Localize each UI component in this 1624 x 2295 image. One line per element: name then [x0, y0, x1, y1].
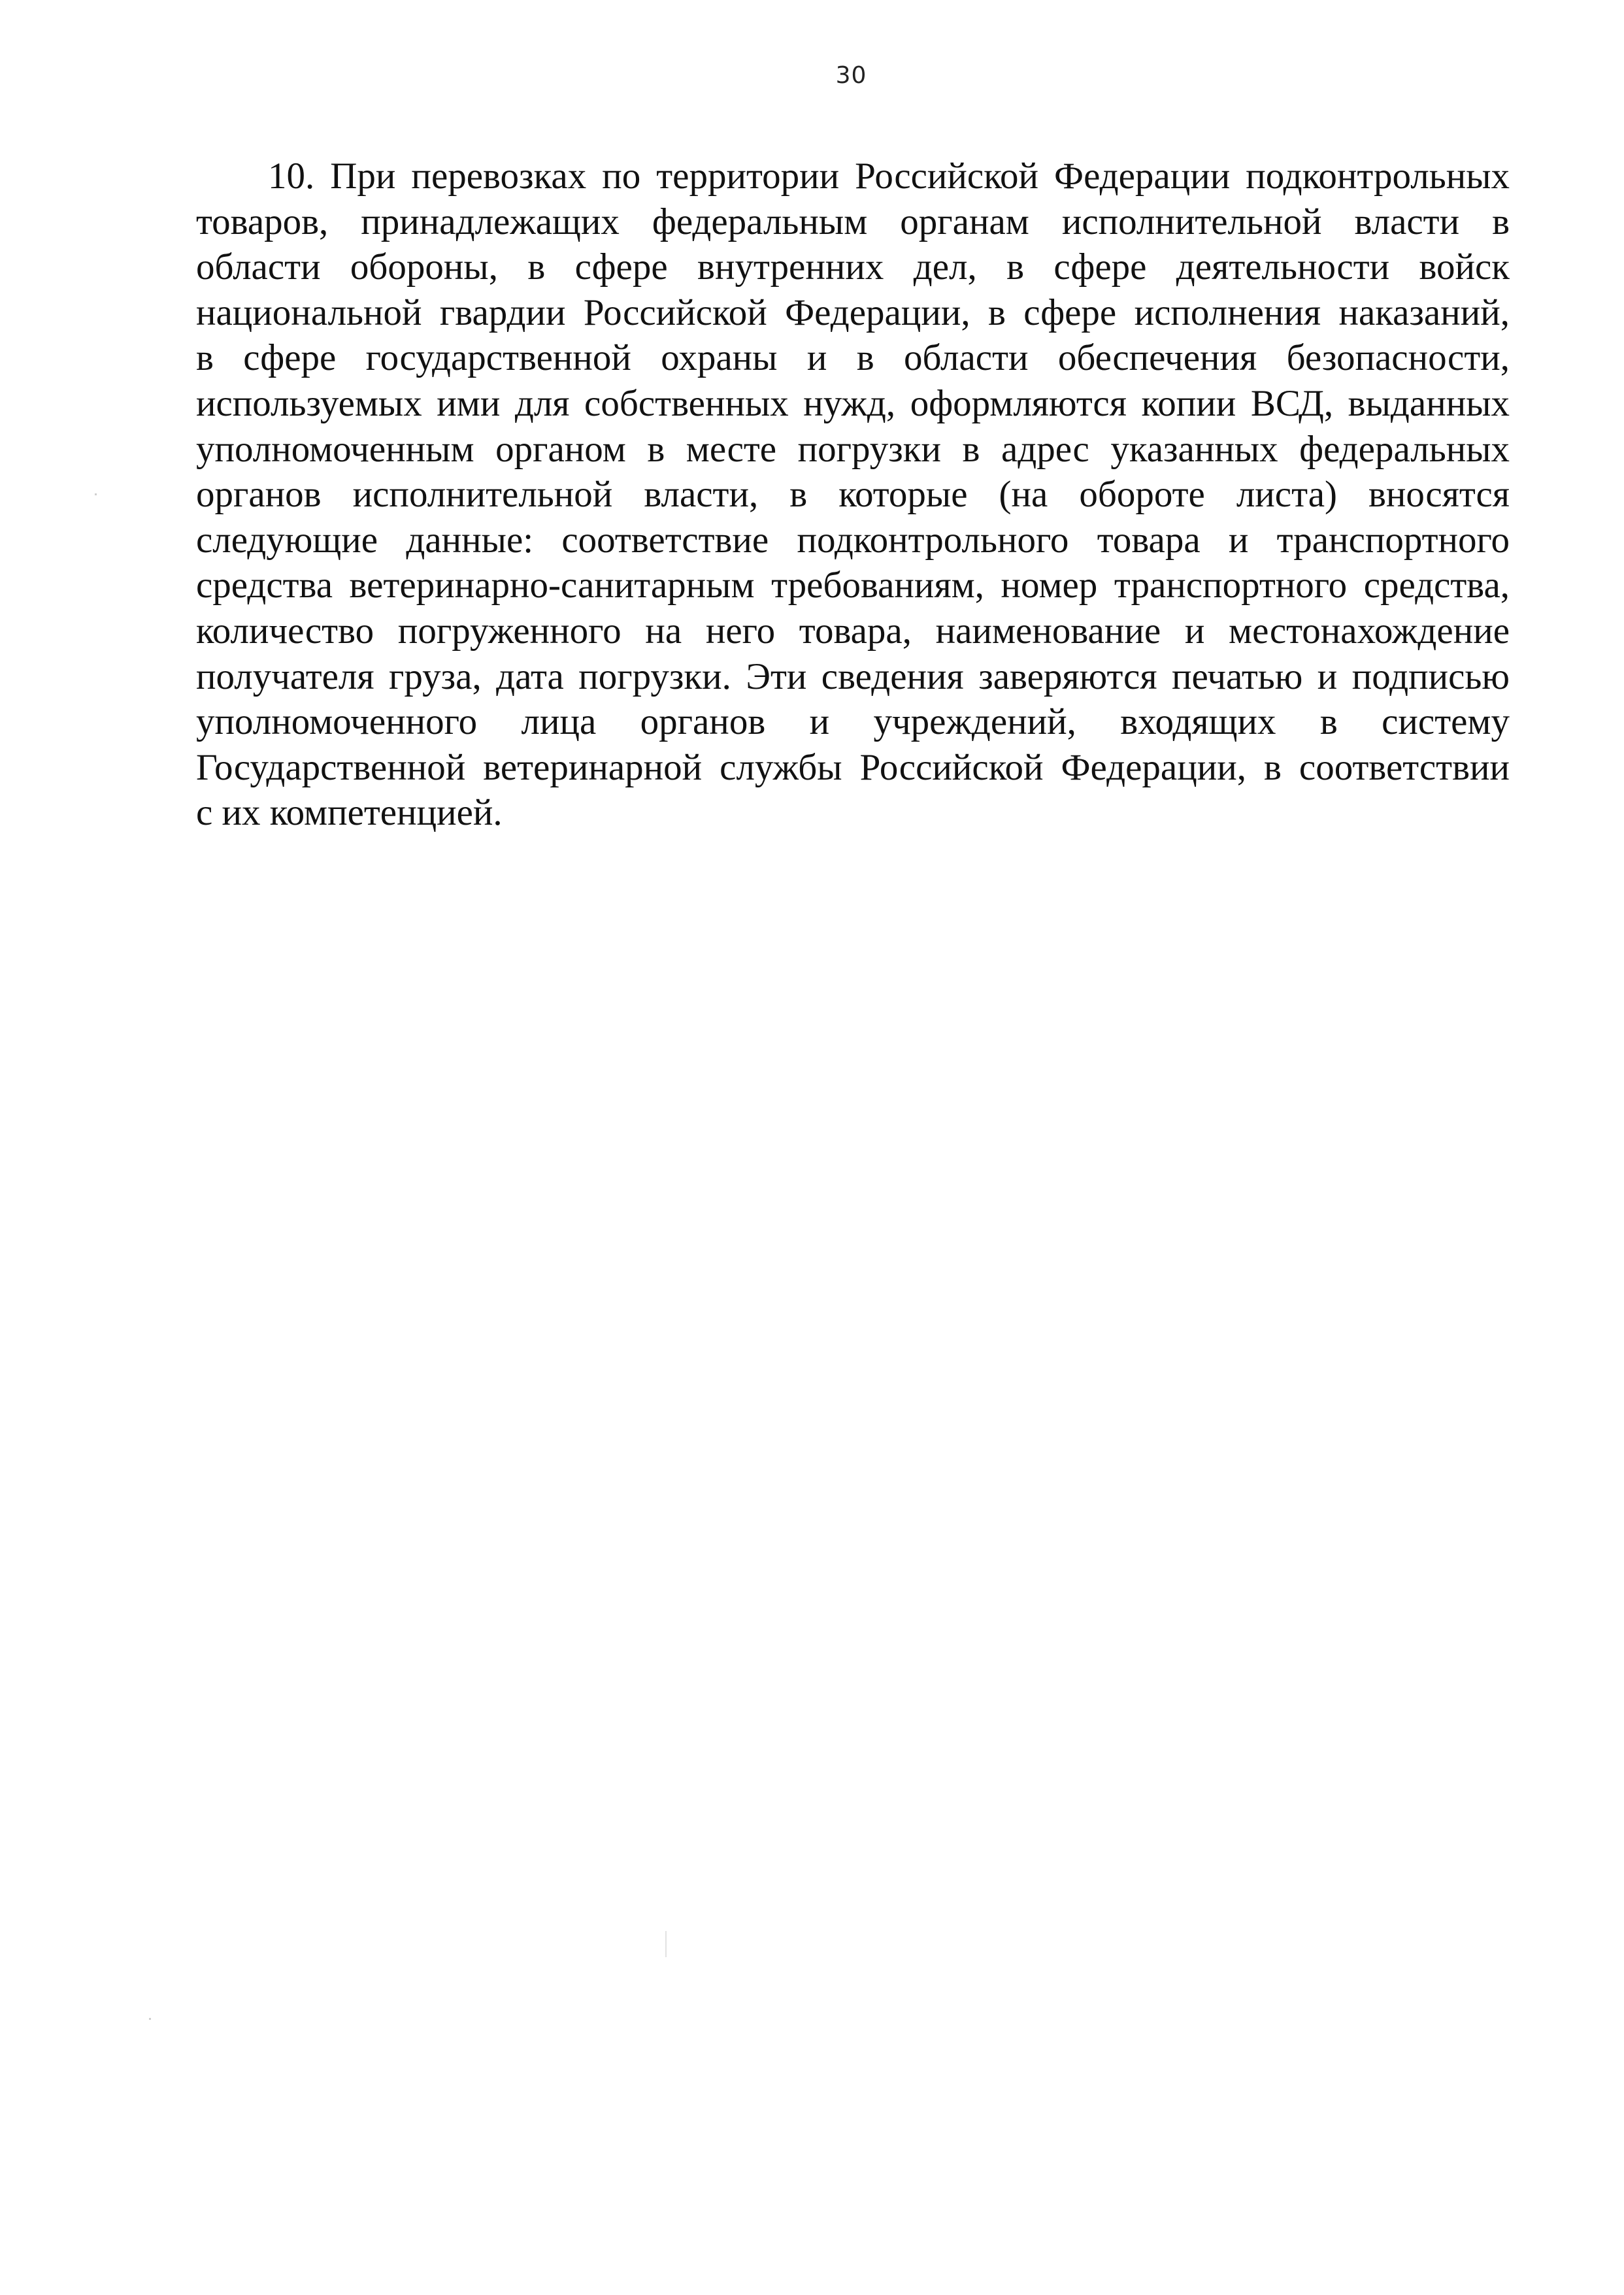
paragraph-line: количество погруженного на него товара, наименование и местонахождение: [196, 610, 1510, 652]
scan-speck: [665, 1931, 667, 1957]
paragraph-line: национальной гвардии Российской Федерации, в сфере исполнения наказаний,: [196, 291, 1510, 333]
paragraph-line: уполномоченным органом в месте погрузки в адрес указанных федеральных: [196, 428, 1510, 470]
paragraph-10: [196, 154, 1510, 836]
paragraph-line: Государственной ветеринарной службы Российской Федерации, в соответствии: [196, 746, 1510, 788]
scan-speck: [95, 493, 97, 495]
paragraph-line: получателя груза, дата погрузки. Эти сведения заверяются печатью и подписью: [196, 655, 1510, 697]
paragraph-line: органов исполнительной власти, в которые (на обороте листа) вносятся: [196, 474, 1510, 516]
paragraph-line: следующие данные: соответствие подконтрольного товара и транспортного: [196, 519, 1510, 561]
paragraph-line: в сфере государственной охраны и в области обеспечения безопасности,: [196, 337, 1510, 379]
paragraph-line: с их компетенцией.: [196, 792, 503, 834]
paragraph-line: используемых ими для собственных нужд, оформляются копии ВСД, выданных: [196, 382, 1510, 424]
paragraph-line: уполномоченного лица органов и учреждений, входящих в систему: [196, 701, 1510, 743]
paragraph-line: средства ветеринарно-санитарным требованиям, номер транспортного средства,: [196, 565, 1510, 606]
paragraph-line: области обороны, в сфере внутренних дел, в сфере деятельности войск: [196, 246, 1510, 288]
paragraph-line: товаров, принадлежащих федеральным органам исполнительной власти в: [196, 201, 1510, 242]
paragraph-line: 10. При перевозках по территории Российской Федерации подконтрольных: [268, 156, 1510, 197]
page-number: 30: [835, 62, 867, 89]
scan-speck: [149, 2018, 151, 2020]
